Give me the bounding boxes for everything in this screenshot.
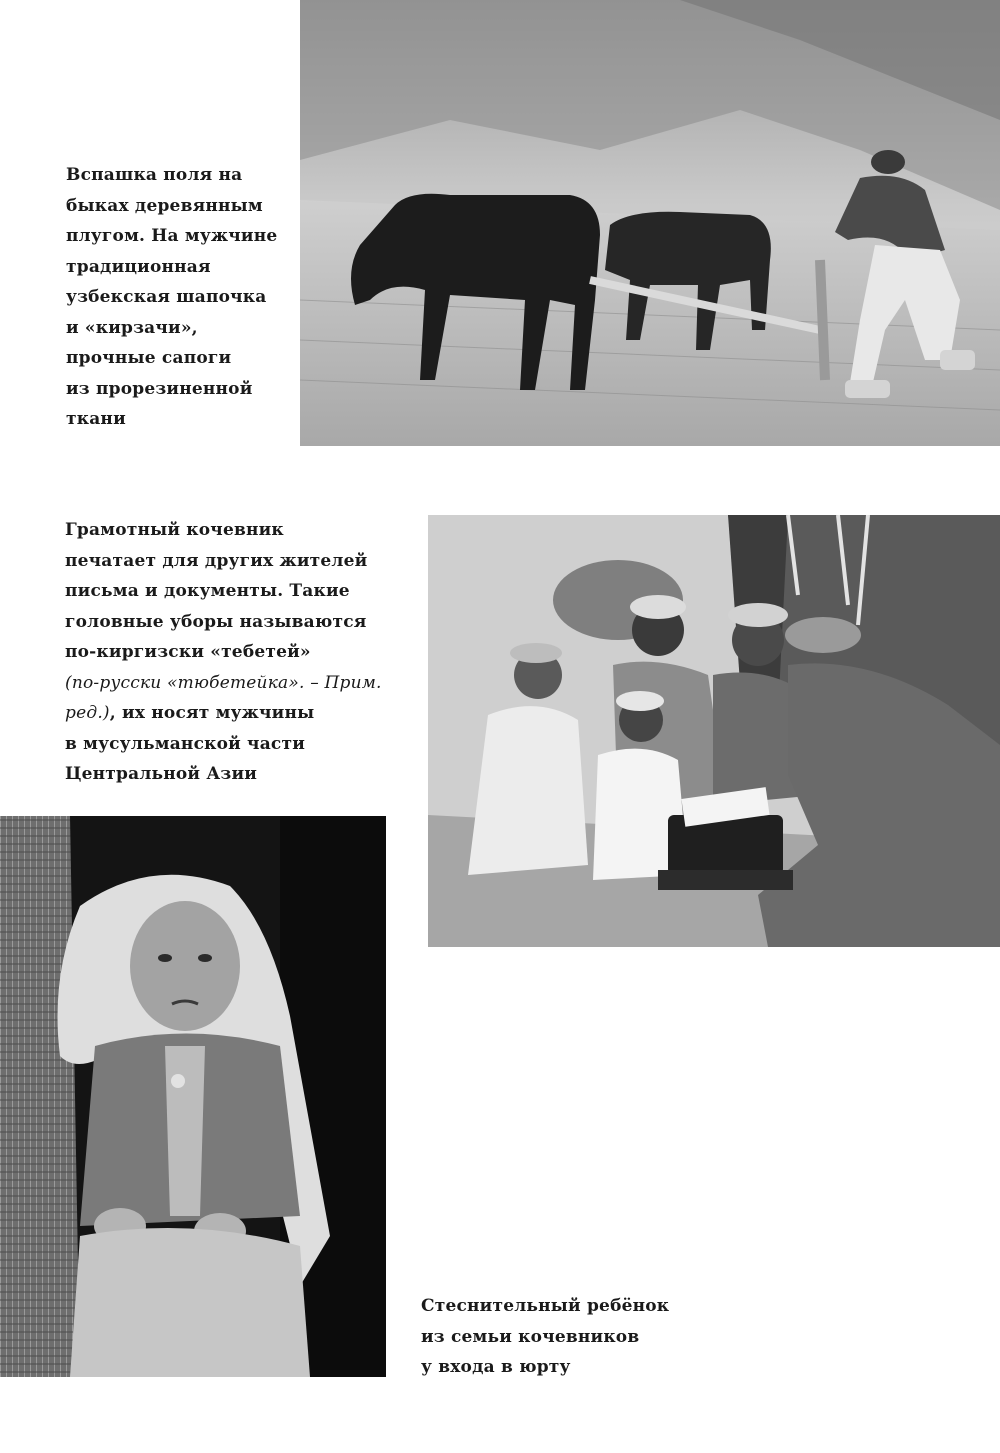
caption-line: прочные сапоги xyxy=(66,348,232,368)
caption-line: плугом. На мужчине xyxy=(66,226,278,246)
caption-line: у входа в юрту xyxy=(421,1357,571,1377)
caption-line: головные уборы называются xyxy=(65,611,367,632)
caption-line: из прорезиненной xyxy=(66,378,253,399)
caption-line: быках деревянным xyxy=(66,195,263,216)
caption-line: печатает для других жителей xyxy=(65,550,368,571)
caption-line: Центральной Азии xyxy=(65,764,258,784)
caption-line: Грамотный кочевник xyxy=(65,520,284,540)
caption-typist xyxy=(65,515,400,790)
caption-line: письма и документы. Такие xyxy=(65,581,350,601)
caption-child xyxy=(421,1291,721,1383)
photo-plowing-oxen xyxy=(300,0,1000,446)
caption-line: по-киргизски «тебетей» xyxy=(65,642,311,662)
caption-line: узбекская шапочка xyxy=(66,287,267,307)
editor-note: ред.) xyxy=(65,703,110,723)
caption-line: Вспашка поля на xyxy=(66,165,243,185)
editor-note: (по-русски «тюбетейка». – Прим. xyxy=(65,672,382,693)
caption-line: Стеснительный ребёнок xyxy=(421,1296,670,1316)
caption-line: в мусульманской части xyxy=(65,733,306,754)
caption-line: традиционная xyxy=(66,256,211,277)
caption-line: и «кирзачи», xyxy=(66,317,198,338)
photo-shy-child xyxy=(0,816,386,1377)
caption-line: , их носят мужчины xyxy=(109,703,315,723)
caption-line: из семьи кочевников xyxy=(421,1326,640,1347)
caption-plowing xyxy=(66,160,298,435)
photo-nomad-typewriter xyxy=(428,515,1000,947)
caption-line: ткани xyxy=(66,409,126,429)
